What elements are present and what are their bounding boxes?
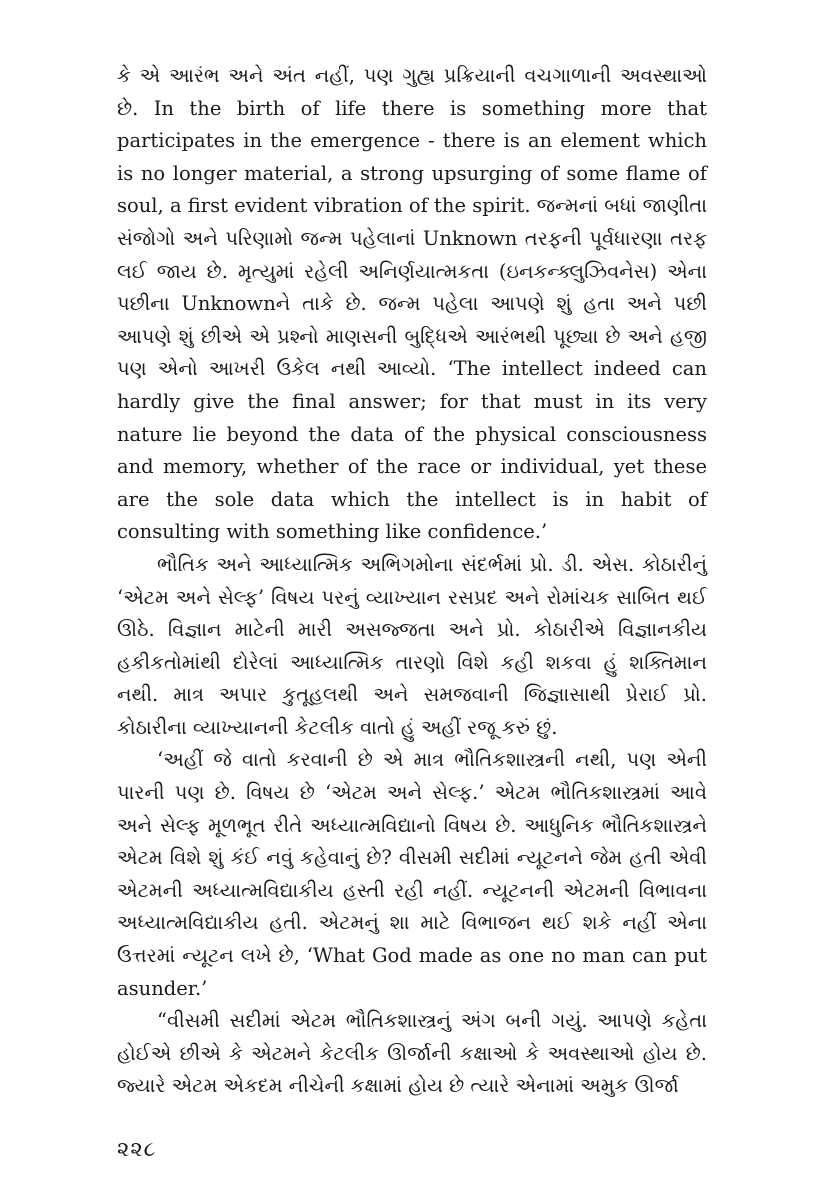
paragraph-3: ‘અહીં જે વાતો કરવાની છે એ માત્ર ભૌતિકશાસ્ત્રની નથી, પણ એની પારની પણ છે. વિષય છે ‘એટમ અને સેલ્ફ.’ એટમ ભૌતિકશાસ્ત્રમાં આવે અને સેલ્ફ મૂળભૂત રીતે અધ્યાત્મવિદ્યાનો વિષય છે. આધુનિક ભૌતિકશાસ્ત્રને એટમ વિશે શું કંઈ નવું કહેવાનું છે? વીસમી સદીમાં ન્યૂટનને જેમ હતી એવી એટમની અધ્યાત્મવિદ્યાકીય હસ્તી રહી નહીં. ન્યૂટનની એટમની વિભાવના અધ્યાત્મવિદ્યાકીય હતી. એટમનું શા માટે વિભાજન થઈ શકે નહીં એના ઉત્તરમાં ન્યૂટન લખે છે, ‘What God made as one no man can put asunder.’ xyxy=(117,748,707,1000)
page-number: ૨૨૮ xyxy=(117,1137,157,1161)
paragraph-4: “વીસમી સદીમાં એટમ ભૌતિકશાસ્ત્રનું અંગ બની ગયું. આપણે કહેતા હોઈએ છીએ કે એટમને કેટલીક ઊર્જાની કક્ષાઓ કે અવસ્થાઓ હોય છે. જ્યારે એટમ એકદમ નીચેની કક્ષામાં હોય છે ત્યારે એનામાં અમુક ઊર્જા xyxy=(117,1009,707,1098)
paragraph-2: ભૌતિક અને આધ્યાત્મિક અભિગમોના સંદર્ભમાં પ્રો. ડી. એસ. કોઠારીનું ‘એટમ અને સેલ્ફ’ વિષય પરનું વ્યાખ્યાન રસપ્રદ અને રોમાંચક સાબિત થઈ ઊઠે. વિજ્ઞાન માટેની મારી અસજ્જતા અને પ્રો. કોઠારીએ વિજ્ઞાનકીય હકીકતોમાંથી દોરેલાં આધ્યાત્મિક તારણો વિશે કહી શકવા હું શક્તિમાન નથી. માત્ર અપાર કુતૂહલથી અને સમજવાની જિજ્ઞાસાથી પ્રેરાઈ પ્રો. કોઠારીના વ્યાખ્યાનની કેટલીક વાતો હું અહીં રજૂ કરું છું. xyxy=(117,552,707,739)
page-body xyxy=(117,60,707,1103)
paragraph-1: કે એ આરંભ અને અંત નહીં, પણ ગુહ્ય પ્રક્રિયાની વચગાળાની અવસ્થાઓ છે. In the birth of life there is something more that participates in the emergence - there is an element which is no longer material, a strong upsurging of some flame of soul, a first evident vibration of the spirit. જન્મનાં બધાં જાણીતા સંજોગો અને પરિણામો જન્મ પહેલાનાં Unknown તરફની પૂર્વધારણા તરફ લઈ જાય છે. મૃત્યુમાં રહેલી અનિર્ણયાત્મકતા (ઇનકન્ક્લુઝિવનેસ) એના પછીના Unknownને તાકે છે. જન્મ પહેલા આપણે શું હતા અને પછી આપણે શું છીએ એ પ્રશ્નો માણસની બુદ્ધિએ આરંભથી પૂછ્યા છે અને હજી પણ એનો આખરી ઉકેલ નથી આવ્યો. ‘The intellect indeed can hardly give the final answer; for that must in its very nature lie beyond the data of the physical consciousness and memory, whether of the race or individual, yet these are the sole data which the intellect is in habit of consulting with something like confidence.’ xyxy=(117,64,707,544)
